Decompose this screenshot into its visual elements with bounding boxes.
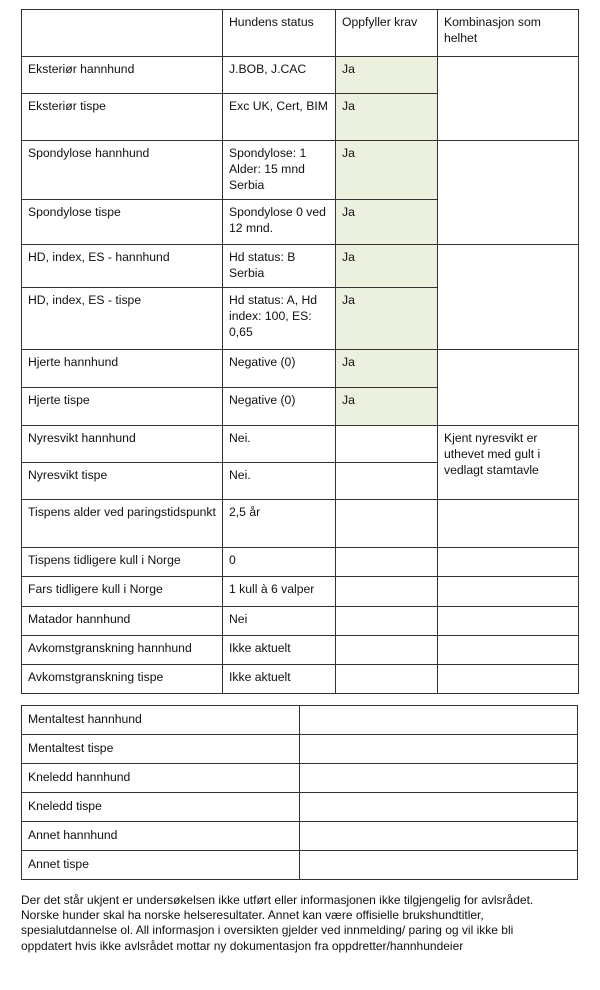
criterion-cell: Spondylose tispe	[22, 200, 223, 245]
combination-cell	[438, 607, 579, 636]
status-cell: J.BOB, J.CAC	[223, 57, 336, 94]
criterion-cell: Hjerte hannhund	[22, 350, 223, 388]
status-cell: Spondylose: 1 Alder: 15 mnd Serbia	[223, 141, 336, 200]
table-row	[22, 793, 578, 822]
combination-cell-exterior	[438, 57, 579, 141]
health-requirements-table	[21, 9, 579, 694]
table-row	[22, 851, 578, 880]
label-cell: Kneledd tispe	[22, 793, 300, 822]
header-dog-status: Hundens status	[223, 10, 336, 57]
combination-cell-heart	[438, 350, 579, 426]
value-cell	[300, 764, 578, 793]
label-cell: Kneledd hannhund	[22, 764, 300, 793]
combination-cell	[438, 500, 579, 548]
criterion-cell: Avkomstgranskning hannhund	[22, 636, 223, 665]
footnote-text: Der det står ukjent er undersøkelsen ikke utført eller informasjonen ikke tilgjengelig for avlsrådet. Norske hunder skal ha norske helseresultater. Annet kan være offisielle brukshundtitler, spesialutdannelse ol. All informasjon i oversikten gjelder ved innmelding/ paring og vil ikke bli oppdatert hvis ikke avlsrådet mottar ny dokumentasjon fra oppdretter/hannhundeier	[21, 893, 534, 953]
meets-cell: Ja	[336, 288, 438, 350]
label-cell: Annet hannhund	[22, 822, 300, 851]
combination-cell-spondylosis	[438, 141, 579, 245]
label-cell: Mentaltest hannhund	[22, 706, 300, 735]
value-cell	[300, 793, 578, 822]
combination-cell	[438, 577, 579, 607]
criterion-cell: Nyresvikt hannhund	[22, 426, 223, 463]
table-row	[22, 141, 579, 200]
meets-cell	[336, 548, 438, 577]
table-row	[22, 764, 578, 793]
criterion-cell: HD, index, ES - hannhund	[22, 245, 223, 288]
combination-cell	[438, 665, 579, 694]
meets-cell	[336, 607, 438, 636]
table-row	[22, 548, 579, 577]
meets-cell	[336, 665, 438, 694]
criterion-cell: Nyresvikt tispe	[22, 463, 223, 500]
table-row	[22, 607, 579, 636]
status-cell: Spondylose 0 ved 12 mnd.	[223, 200, 336, 245]
combination-cell	[438, 548, 579, 577]
meets-cell	[336, 636, 438, 665]
table-row	[22, 636, 579, 665]
meets-cell: Ja	[336, 245, 438, 288]
meets-cell: Ja	[336, 57, 438, 94]
table-header-row	[22, 10, 579, 57]
combination-cell	[438, 636, 579, 665]
criterion-cell: Avkomstgranskning tispe	[22, 665, 223, 694]
status-cell: 1 kull à 6 valper	[223, 577, 336, 607]
table-row	[22, 706, 578, 735]
combination-cell-kidney: Kjent nyresvikt er uthevet med gult i vedlagt stamtavle	[438, 426, 579, 500]
table-row	[22, 500, 579, 548]
additional-info-table	[21, 705, 578, 880]
header-criterion	[22, 10, 223, 57]
meets-cell: Ja	[336, 94, 438, 141]
value-cell	[300, 706, 578, 735]
label-cell: Annet tispe	[22, 851, 300, 880]
meets-cell	[336, 500, 438, 548]
meets-cell	[336, 577, 438, 607]
value-cell	[300, 822, 578, 851]
table-row	[22, 350, 579, 388]
header-meets-requirements: Oppfyller krav	[336, 10, 438, 57]
table-row	[22, 57, 579, 94]
value-cell	[300, 735, 578, 764]
status-cell: Ikke aktuelt	[223, 665, 336, 694]
criterion-cell: Fars tidligere kull i Norge	[22, 577, 223, 607]
combination-cell-hd	[438, 245, 579, 350]
status-cell: Negative (0)	[223, 388, 336, 426]
criterion-cell: Matador hannhund	[22, 607, 223, 636]
status-cell: 2,5 år	[223, 500, 336, 548]
status-cell: Nei.	[223, 426, 336, 463]
meets-cell: Ja	[336, 388, 438, 426]
meets-cell: Ja	[336, 350, 438, 388]
table-row	[22, 735, 578, 764]
status-cell: Negative (0)	[223, 350, 336, 388]
header-combination: Kombinasjon som helhet	[438, 10, 579, 57]
criterion-cell: Eksteriør tispe	[22, 94, 223, 141]
status-cell: 0	[223, 548, 336, 577]
status-cell: Exc UK, Cert, BIM	[223, 94, 336, 141]
table-row	[22, 426, 579, 463]
criterion-cell: Eksteriør hannhund	[22, 57, 223, 94]
criterion-cell: Tispens tidligere kull i Norge	[22, 548, 223, 577]
table-row	[22, 822, 578, 851]
status-cell: Hd status: A, Hd index: 100, ES: 0,65	[223, 288, 336, 350]
table-row	[22, 577, 579, 607]
status-cell: Ikke aktuelt	[223, 636, 336, 665]
meets-cell	[336, 426, 438, 463]
table-row	[22, 665, 579, 694]
criterion-cell: Spondylose hannhund	[22, 141, 223, 200]
status-cell: Nei	[223, 607, 336, 636]
meets-cell: Ja	[336, 200, 438, 245]
criterion-cell: Tispens alder ved paringstidspunkt	[22, 500, 223, 548]
value-cell	[300, 851, 578, 880]
criterion-cell: HD, index, ES - tispe	[22, 288, 223, 350]
table-row	[22, 245, 579, 288]
status-cell: Nei.	[223, 463, 336, 500]
label-cell: Mentaltest tispe	[22, 735, 300, 764]
status-cell: Hd status: B Serbia	[223, 245, 336, 288]
meets-cell	[336, 463, 438, 500]
criterion-cell: Hjerte tispe	[22, 388, 223, 426]
meets-cell: Ja	[336, 141, 438, 200]
